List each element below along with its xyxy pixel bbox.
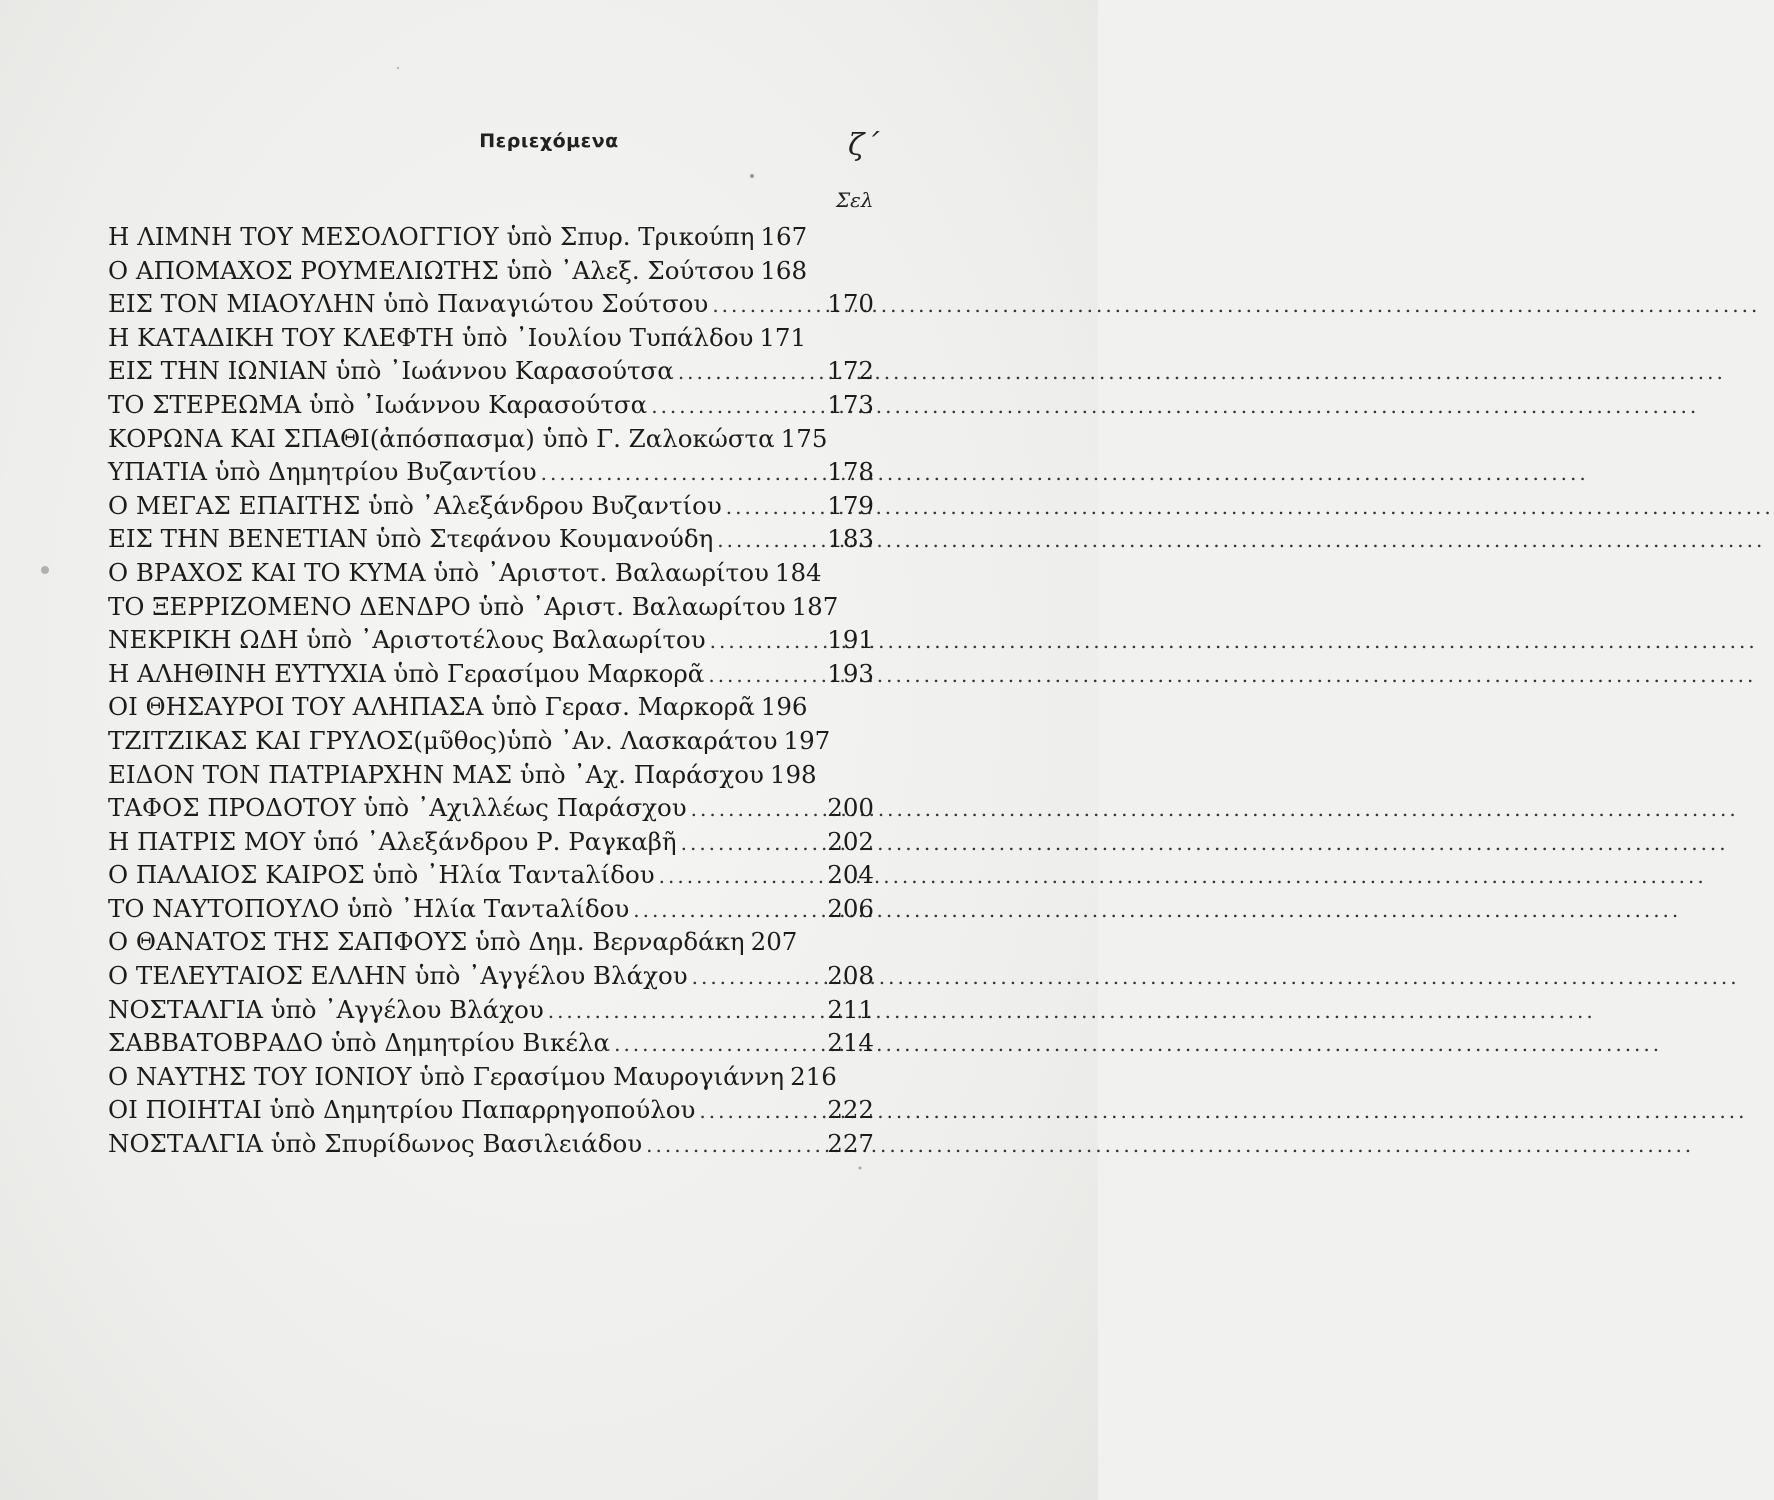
toc-entry-page: 184	[774, 557, 822, 587]
dot-leader	[642, 1129, 821, 1163]
toc-entry-title: ΥΠΑΤΙΑ ὑπὸ Δημητρίου Βυζαντίου	[108, 457, 537, 487]
toc-entry	[108, 925, 874, 959]
toc-entry	[108, 556, 874, 590]
dot-leader	[647, 390, 821, 424]
toc-entry-title: Η ΠΑΤΡΙΣ ΜΟΥ ὑπό ᾽Αλεξάνδρου Ρ. Ραγκαβῆ	[108, 826, 677, 856]
toc-entry-title: ΕΙΔΟΝ ΤΟΝ ΠΑΤΡΙΑΡΧΗΝ ΜΑΣ ὑπὸ ᾽Αχ. Παράσχου	[108, 759, 764, 789]
toc-entry-page: 222	[827, 1095, 874, 1125]
toc-entry-page: 175	[780, 423, 828, 453]
toc-entry-title: ΣΑΒΒΑΤΟΒΡΑΔΟ ὑπὸ Δημητρίου Βικέλα	[108, 1028, 611, 1058]
toc-entry-page: 202	[827, 826, 874, 856]
toc-entry-title: ΕΙΣ ΤΗΝ ΒΕΝΕΤΙΑΝ ὑπὸ Στεφάνου Κουμανούδη	[108, 524, 714, 554]
dot-leader	[537, 457, 822, 491]
toc-entry-title: ΝΕΚΡΙΚΗ ΩΔΗ ὑπὸ ᾽Αριστοτέλους Βαλαωρίτου	[108, 625, 706, 655]
toc-entry-title: ΟΙ ΘΗΣΑΥΡΟΙ ΤΟΥ ΑΛΗΠΑΣΑ ὑπὸ Γερασ. Μαρκορᾶ	[108, 692, 755, 722]
running-title: Περιεχόμενα	[479, 130, 619, 152]
toc-entry	[108, 791, 874, 825]
toc-entry-title: Η ΑΛΗΘΙΝΗ ΕΥΤΥΧΙΑ ὑπὸ Γερασίμου Μαρκορᾶ	[108, 658, 705, 688]
toc-entry-page: 214	[827, 1028, 874, 1058]
toc-entry	[108, 892, 874, 926]
toc-entry-page: 197	[783, 725, 831, 755]
dot-leader	[708, 289, 821, 323]
toc-entry	[108, 758, 874, 792]
toc-entry-page: 200	[827, 793, 874, 823]
dot-leader	[688, 961, 822, 995]
toc-entry-page: 171	[759, 322, 807, 352]
toc-entry-title: Ο ΝΑΥΤΗΣ ΤΟΥ ΙΟΝΙΟΥ ὑπὸ Γερασίμου Μαυρογιάννη	[108, 1061, 785, 1091]
table-of-contents	[108, 220, 874, 1161]
toc-entry-title: Ο ΤΕΛΕΥΤΑΙΟΣ ΕΛΛΗΝ ὑπὸ ᾽Αγγέλου Βλάχου	[108, 961, 688, 991]
toc-entry	[108, 321, 874, 355]
toc-entry	[108, 287, 874, 321]
toc-entry	[108, 993, 874, 1027]
toc-entry	[108, 858, 874, 892]
toc-entry	[108, 1127, 874, 1161]
toc-entry-title: Ο ΑΠΟΜΑΧΟΣ ΡΟΥΜΕΛΙΩΤΗΣ ὑπὸ ᾽Αλεξ. Σούτσου	[108, 255, 755, 285]
toc-entry-title: ΤΑΦΟΣ ΠΡΟΔΟΤΟΥ ὑπὸ ᾽Αχιλλέως Παράσχου	[108, 793, 687, 823]
toc-entry-title: Η ΚΑΤΑΔΙΚΗ ΤΟΥ ΚΛΕΦΤΗ ὑπὸ ᾽Ιουλίου Τυπάλδου	[108, 322, 754, 352]
toc-entry	[108, 388, 874, 422]
toc-entry-page: 198	[769, 759, 817, 789]
toc-entry-page: 207	[750, 927, 798, 957]
toc-entry-page: 183	[827, 524, 874, 554]
toc-entry-title: ΤΟ ΣΤΕΡΕΩΜΑ ὑπὸ ᾽Ιωάννου Καρασούτσα	[108, 389, 648, 419]
dot-leader	[544, 995, 822, 1029]
toc-entry-title: ΤΖΙΤΖΙΚΑΣ ΚΑΙ ΓΡΥΛΟΣ(μῦθος)ὑπὸ ᾽Αν. Λασκαράτου	[108, 725, 778, 755]
page-number: ζ΄	[848, 128, 880, 163]
toc-entry	[108, 690, 874, 724]
dot-leader	[722, 491, 822, 525]
toc-entry-title: Ο ΜΕΓΑΣ ΕΠΑΙΤΗΣ ὑπὸ ᾽Αλεξάνδρου Βυζαντίου	[108, 490, 722, 520]
dot-leader	[704, 659, 821, 693]
toc-entry-title: ΟΙ ΠΟΙΗΤΑΙ ὑπὸ Δημητρίου Παπαρρηγοπούλου	[108, 1095, 696, 1125]
toc-entry-page: 193	[827, 658, 874, 688]
toc-entry	[108, 657, 874, 691]
toc-entry-page: 211	[827, 994, 874, 1024]
toc-entry-page: 206	[827, 893, 874, 923]
toc-entry	[108, 522, 874, 556]
toc-entry	[108, 220, 874, 254]
toc-entry-page: 168	[760, 255, 808, 285]
toc-entry	[108, 959, 874, 993]
toc-entry-title: ΤΟ ΝΑΥΤΟΠΟΥΛΟ ὑπὸ ᾽Ηλία Ταντaλίδου	[108, 893, 630, 923]
toc-entry-page: 216	[790, 1061, 837, 1091]
toc-entry-page: 191	[827, 625, 874, 655]
toc-entry-title: ΕΙΣ ΤΟΝ ΜΙΑΟΥΛΗΝ ὑπὸ Παναγιώτου Σούτσου	[108, 289, 709, 319]
toc-entry-title: ΝΟΣΤΑΛΓΙΑ ὑπὸ ᾽Αγγέλου Βλάχου	[108, 994, 544, 1024]
toc-entry-page: 179	[827, 490, 874, 520]
toc-entry	[108, 354, 874, 388]
toc-entry-page: 227	[827, 1129, 874, 1159]
toc-entry-title: ΤΟ ΞΕΡΡΙΖΟΜΕΝΟ ΔΕΝΔΡΟ ὑπὸ ᾽Αριστ. Βαλαωρίτου	[108, 591, 786, 621]
toc-entry	[108, 623, 874, 657]
toc-entry-title: ΝΟΣΤΑΛΓΙΑ ὑπὸ Σπυρίδωνος Βασιλειάδου	[108, 1129, 643, 1159]
toc-entry-title: ΕΙΣ ΤΗΝ ΙΩΝΙΑΝ ὑπὸ ᾽Ιωάννου Καρασούτσα	[108, 356, 674, 386]
dot-leader	[629, 894, 821, 928]
dot-leader	[655, 860, 822, 894]
toc-entry-page: 204	[827, 860, 874, 890]
toc-entry	[108, 489, 874, 523]
toc-entry	[108, 825, 874, 859]
toc-entry-page: 173	[827, 389, 874, 419]
toc-entry-page: 196	[760, 692, 808, 722]
toc-entry	[108, 724, 874, 758]
toc-entry	[108, 455, 874, 489]
toc-entry-title: Ο ΘΑΝΑΤΟΣ ΤΗΣ ΣΑΠΦΟΥΣ ὑπὸ Δημ. Βερναρδάκη	[108, 927, 745, 957]
page-column-header: Σελ	[836, 188, 874, 212]
toc-entry-title: Η ΛΙΜΝΗ ΤΟΥ ΜΕΣΟΛΟΓΓΙΟΥ ὑπὸ Σπυρ. Τρικούπη	[108, 222, 755, 251]
toc-entry	[108, 1060, 874, 1094]
dot-leader	[695, 1095, 821, 1129]
dot-leader	[677, 827, 822, 861]
toc-entry-page: 178	[827, 457, 874, 487]
dot-leader	[674, 356, 821, 390]
toc-entry-page: 208	[827, 961, 874, 991]
toc-entry	[108, 590, 874, 624]
toc-entry	[108, 1093, 874, 1127]
toc-entry	[108, 1026, 874, 1060]
toc-entry-page: 187	[791, 591, 839, 621]
toc-entry-title: Ο ΠΑΛΑΙΟΣ ΚΑΙΡΟΣ ὑπὸ ᾽Ηλία Ταντaλίδου	[108, 860, 655, 890]
dot-leader	[713, 524, 821, 558]
toc-entry-title: Ο ΒΡΑΧΟΣ ΚΑΙ ΤΟ ΚΥΜΑ ὑπὸ ᾽Αριστοτ. Βαλαωρίτου	[108, 557, 769, 587]
toc-entry-page: 170	[827, 289, 874, 319]
dot-leader	[687, 793, 822, 827]
dot-leader	[610, 1028, 821, 1062]
toc-entry	[108, 422, 874, 456]
toc-entry-page: 172	[827, 356, 874, 386]
toc-entry	[108, 254, 874, 288]
dot-leader	[706, 625, 822, 659]
toc-entry-page: 167	[760, 222, 808, 251]
toc-entry-title: ΚΟΡΩΝΑ ΚΑΙ ΣΠΑΘΙ(ἀπόσπασμα) ὑπὸ Γ. Ζαλοκώστα	[108, 423, 775, 453]
